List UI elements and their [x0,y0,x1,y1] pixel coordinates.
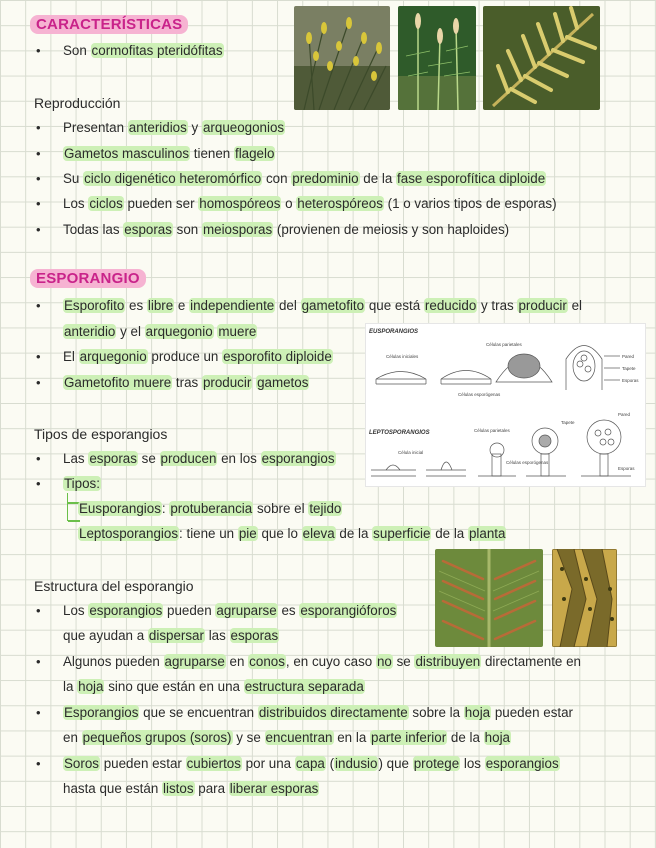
diagram-label-lepto-4: Tapete [561,420,575,425]
bullet: • [36,451,41,466]
text-reproduccion-2: Gametos masculinos tienen flagelo [64,146,275,161]
diagram-label-lepto-3: Células esporógenas [506,460,549,465]
diagram-title-leptosporangios: LEPTOSPORANGIOS [369,430,430,436]
bullet: • [36,654,41,669]
bullet: • [36,196,41,211]
text-tipos-leptosporangios: Leptosporangios: tiene un pie que lo eleva de la superficie de la planta [79,526,506,541]
text-esporangio-1b: anteridio y el arquegonio muere [64,324,257,339]
diagram-label-lepto-6: Esporas [618,466,635,471]
diagram-label-eu-5: Tapete [622,366,636,371]
bullet: • [36,171,41,186]
diagram-label-eu-3: Células esporógenas [458,392,501,397]
text-estructura-2a: Algunos pueden agruparse en conos, en cuyo caso no se distribuyen directamente en [63,654,581,669]
text-estructura-4b: hasta que están listos para liberar esporas [63,781,319,796]
bullet: • [36,349,41,364]
bullet: • [36,43,41,58]
subtitle-reproduccion: Reproducción [34,95,121,111]
text-reproduccion-5: Todas las esporas son meiosporas (provienen de meiosis y son haploides) [63,222,510,237]
text-estructura-1a: Los esporangios pueden agruparse es esporangióforos [63,603,397,618]
diagram-label-lepto-5: Pared [618,412,631,417]
bullet: • [36,146,41,161]
text-estructura-2b: la hoja sino que están en una estructura separada [63,679,364,694]
bullet: • [36,120,41,135]
bullet: • [36,756,41,771]
bullet: • [36,603,41,618]
photo-fern-sori-closeup [552,549,617,647]
photo-horsetail-plants [398,6,476,110]
text-estructura-4a: Soros pueden estar cubiertos por una capa (indusio) que protege los esporangios [64,756,559,771]
text-estructura-3b: en pequeños grupos (soros) y se encuentran en la parte inferior de la hoja [63,730,510,745]
text-esporangio-2: El arquegonio produce un esporofito diploide [63,349,332,364]
bullet: • [36,476,41,491]
bullet: • [36,375,41,390]
diagram-label-eu-2: Células iniciales [386,354,419,359]
diagram-sporangia-development [365,323,646,487]
subtitle-tipos-de-esporangios: Tipos de esporangios [34,426,168,442]
text-estructura-1b: que ayudan a dispersar las esporas [63,628,279,643]
text-reproduccion-1: Presentan anteridios y arqueogonios [63,120,285,135]
text-reproduccion-4: Los ciclos pueden ser homospóreos o heterospóreos (1 o varios tipos de esporas) [63,196,557,211]
bullet: • [36,298,41,313]
text-caracteristicas-1: Son cormofitas pteridófitas [63,43,223,58]
diagram-label-lepto-2: Células parietales [474,428,510,433]
text-tipos-eusporangios: Eusporangios: protuberancia sobre el tejido [79,501,342,516]
subtitle-estructura-del-esporangio: Estructura del esporangio [34,578,194,594]
diagram-label-eu-1: Células parietales [486,342,522,347]
photo-fern-frond [483,6,600,110]
text-tipos-1: Las esporas se producen en los esporangios [63,451,335,466]
text-esporangio-1a: Esporofito es libre e independiente del gametofito que está reducido y tras producir el [64,298,583,313]
diagram-label-eu-6: Esporas [622,378,639,383]
text-estructura-3a: Esporangios que se encuentran distribuidos directamente sobre la hoja pueden estar [64,705,574,720]
diagram-label-eu-4: Pared [622,354,635,359]
diagram-label-lepto-1: Célula inicial [398,450,424,455]
diagram-title-eusporangios: EUSPORANGIOS [369,329,419,335]
photo-equisetum-strobili [294,6,390,110]
section-title-esporangio: ESPORANGIO [30,269,146,288]
text-reproduccion-3: Su ciclo digenético heteromórfico con predominio de la fase esporofítica diploide [63,171,546,186]
text-tipos-2: Tipos: [64,476,100,491]
photo-fern-sori-pinnae [435,549,543,647]
text-esporangio-3: Gametofito muere tras producir gametos [64,375,309,390]
section-title-caracteristicas: CARACTERÍSTICAS [30,15,188,34]
bullet: • [36,705,41,720]
bullet: • [36,222,41,237]
